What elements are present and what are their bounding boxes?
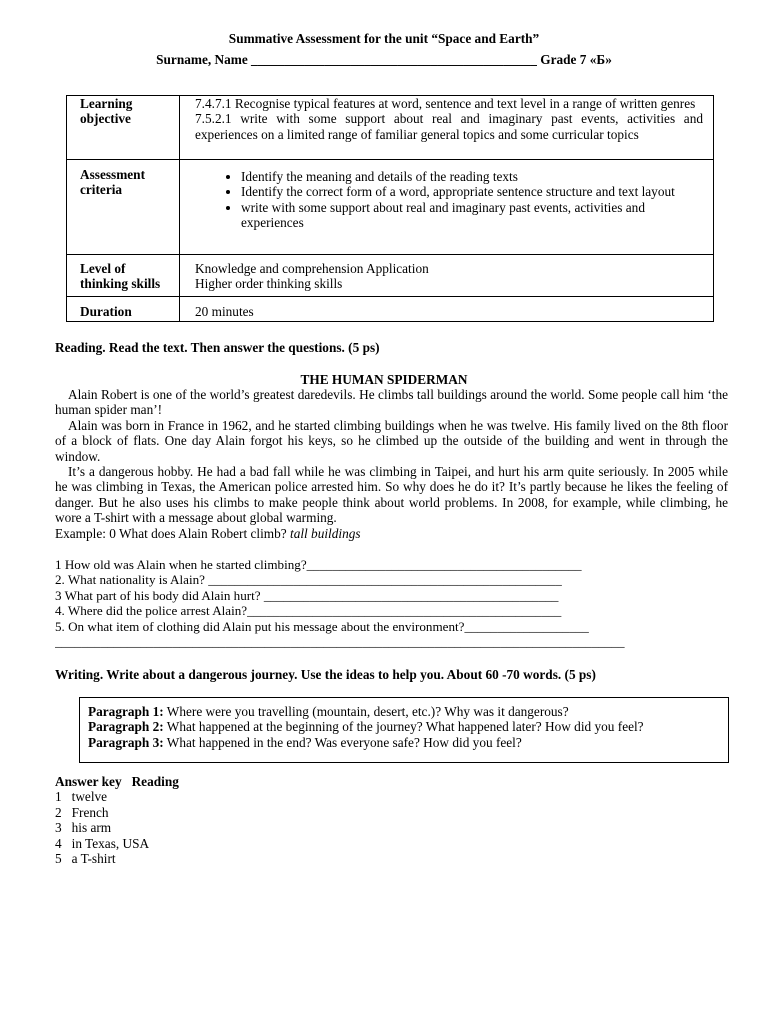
- answer-blank-line: _______________________________________________________________________________________: [55, 634, 625, 650]
- answer-key-item: 5 a T-shirt: [55, 851, 116, 867]
- assessment-criteria-row: [67, 160, 714, 255]
- learning-objective-label: [67, 96, 180, 160]
- prompt-text: What happened at the beginning of the journey? What happened later? How did you feel?: [163, 719, 644, 735]
- reading-instruction: Reading. Read the text. Then answer the questions. (5 ps): [55, 340, 380, 355]
- duration-text: 20 minutes: [195, 304, 254, 319]
- example-question: Example: 0 What does Alain Robert climb?: [55, 525, 287, 541]
- criteria-item: • Identify the meaning and details of the reading texts: [241, 169, 703, 184]
- assessment-criteria-value: [180, 160, 714, 255]
- criteria-item: • write with some support about real and imaginary past events, activities and experiences: [241, 200, 703, 231]
- label-text: objective: [80, 111, 131, 127]
- thinking-skills-label: [67, 255, 180, 297]
- objectives-table: [66, 95, 714, 322]
- criteria-item: • Identify the correct form of a word, appropriate sentence structure and text layout: [241, 184, 703, 199]
- paragraph-prompt: [88, 719, 718, 734]
- skills-text: Higher order thinking skills: [195, 276, 343, 292]
- question-line: 5. On what item of clothing did Alain put his message about the environment?___________________: [55, 618, 589, 634]
- paragraph-prompt: [88, 735, 718, 750]
- question-line: 2. What nationality is Alain? ______________________________________________________: [55, 572, 562, 588]
- question-line: 3 What part of his body did Alain hurt? _____________________________________________: [55, 587, 559, 603]
- label-text: Learning: [80, 96, 133, 111]
- example-answer: tall buildings: [290, 525, 361, 541]
- reading-text: [55, 387, 728, 541]
- writing-instruction: Writing. Write about a dangerous journey. Use the ideas to help you. About 60 -70 words. (5 ps): [55, 667, 596, 682]
- answer-key-item: 3 his arm: [55, 820, 112, 836]
- objective-text: 7.5.2.1 write with some support about real and imaginary past events, activities and experiences on a limited range of familiar general topics and some curricular topics: [195, 111, 703, 142]
- question-line: 1 How old was Alain when he started climbing?__________________________________________: [55, 557, 582, 572]
- objective-text: 7.4.7.1 Recognise typical features at word, sentence and text level in a range of written genres: [195, 96, 696, 111]
- reading-paragraph: Alain Robert is one of the world’s greatest daredevils. He climbs tall buildings around the world. Some people call him ‘the human spider man’!: [55, 387, 728, 418]
- answer-key-item: 2 French: [55, 804, 109, 820]
- prompt-label: Paragraph 1:: [88, 704, 164, 719]
- label-text: Duration: [80, 304, 132, 319]
- answer-key-item: 4 in Texas, USA: [55, 835, 150, 851]
- answer-key-item: 1 twelve: [55, 789, 108, 805]
- paragraph-prompt: [88, 704, 718, 719]
- reading-example: [55, 526, 728, 541]
- label-text: Assessment: [80, 167, 146, 182]
- criteria-list: [195, 169, 703, 231]
- duration-label: [67, 297, 180, 322]
- prompt-label: Paragraph 2:: [88, 719, 164, 735]
- thinking-skills-row: [67, 255, 714, 297]
- reading-text-title: THE HUMAN SPIDERMAN: [300, 372, 468, 387]
- duration-row: [67, 297, 714, 322]
- thinking-skills-value: [180, 255, 714, 297]
- prompt-label: Paragraph 3:: [88, 734, 164, 750]
- writing-prompts-box: [79, 697, 729, 763]
- learning-objective-value: [180, 96, 714, 160]
- learning-objective-row: [67, 96, 714, 160]
- label-text: criteria: [80, 182, 123, 198]
- answer-key-heading: Answer key Reading: [55, 774, 179, 789]
- skills-text: Knowledge and comprehension Application: [195, 261, 429, 276]
- duration-value: [180, 297, 714, 322]
- prompt-text: What happened in the end? Was everyone safe? How did you feel?: [163, 734, 522, 750]
- answer-key: [55, 774, 179, 866]
- reading-paragraph: Alain was born in France in 1962, and he started climbing buildings when he was twelve. His family lived on the 8th floor of a block of flats. One day Alain forgot his keys, so he climbed up the outside of the building and went in through the window.: [55, 417, 728, 464]
- reading-questions: [55, 557, 745, 649]
- question-line: 4. Where did the police arrest Alain?________________________________________________: [55, 603, 562, 619]
- assessment-criteria-label: [67, 160, 180, 255]
- label-text: Level of: [80, 261, 126, 276]
- prompt-text: Where were you travelling (mountain, desert, etc.)? Why was it dangerous?: [163, 704, 569, 719]
- label-text: thinking skills: [80, 276, 161, 292]
- name-grade-line: Surname, Name ___________________________________________ Grade 7 «Б»: [156, 52, 612, 67]
- reading-paragraph: It’s a dangerous hobby. He had a bad fall while he was climbing in Taipei, and hurt his arm quite seriously. In 2005 while he was climbing in Texas, the American police arrested him. So why does he do it? It’s partly because he likes the feeling of danger. But he also uses his climbs to make people think about world problems. In 2008, for example, while climbing, he wore a T-shirt with a message about global warming.: [55, 464, 728, 526]
- document-title: Summative Assessment for the unit “Space and Earth”: [228, 31, 540, 46]
